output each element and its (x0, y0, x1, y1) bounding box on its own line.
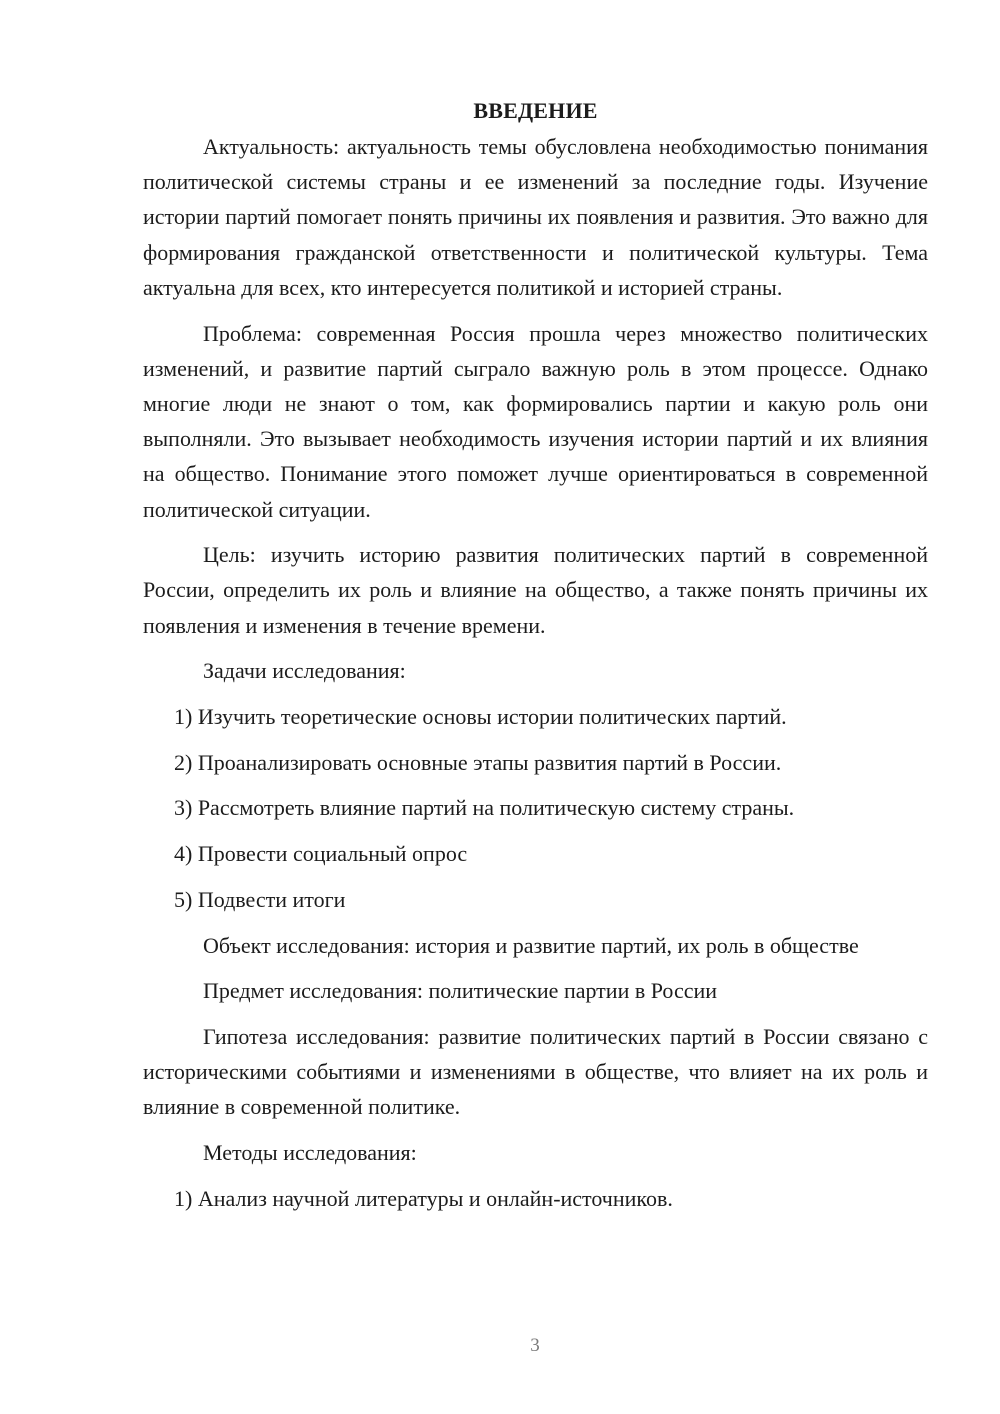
paragraph-hypothesis: Гипотеза исследования: развитие политических партий в России связано с историческими событиями и изменениями в обществе, что влияет на их роль и влияние в современной политике. (143, 1023, 928, 1120)
tasks-heading: Задачи исследования: (203, 658, 406, 684)
paragraph-problem: Проблема: современная Россия прошла через множество политических изменений, и развитие партий сыграло важную роль в этом процессе. Однако многие люди не знают о том, как формировались партии и какую роль они выполняли. Это вызывает необходимость изучения истории партий и их влияния на общество. Понимание этого поможет лучше ориентироваться в современной политической ситуации. (143, 320, 928, 522)
task-item: 4) Провести социальный опрос (174, 841, 468, 867)
document-page (143, 93, 928, 1226)
task-item: 5) Подвести итоги (174, 886, 346, 912)
section-title: ВВЕДЕНИЕ (473, 98, 598, 123)
paragraph-object: Объект исследования: история и развитие партий, их роль в обществе (203, 932, 859, 958)
methods-list (143, 1181, 928, 1216)
page-number: 3 (530, 1335, 540, 1356)
paragraph-goal: Цель: изучить историю развития политических партий в современной России, определить их роль и влияние на общество, а также понять причины их появления и изменения в течение времени. (143, 542, 928, 638)
task-item: 2) Проанализировать основные этапы развития партий в России. (174, 749, 782, 775)
tasks-list (143, 699, 928, 917)
paragraph-relevance: Актуальность: актуальность темы обусловлена необходимостью понимания политической системы страны и ее изменений за последние годы. Изучение истории партий помогает понять причины их появления и развития. Это важно для формирования гражданской ответственности и политической культуры. Тема актуальна для всех, кто интересуется политикой и историей страны. (143, 134, 928, 300)
task-item: 1) Изучить теоретические основы истории политических партий. (174, 704, 787, 730)
task-item: 3) Рассмотреть влияние партий на политическую систему страны. (174, 795, 795, 821)
method-item: 1) Анализ научной литературы и онлайн-источников. (174, 1185, 673, 1211)
paragraph-subject: Предмет исследования: политические партии в России (203, 978, 718, 1004)
methods-heading: Методы исследования: (203, 1140, 417, 1166)
